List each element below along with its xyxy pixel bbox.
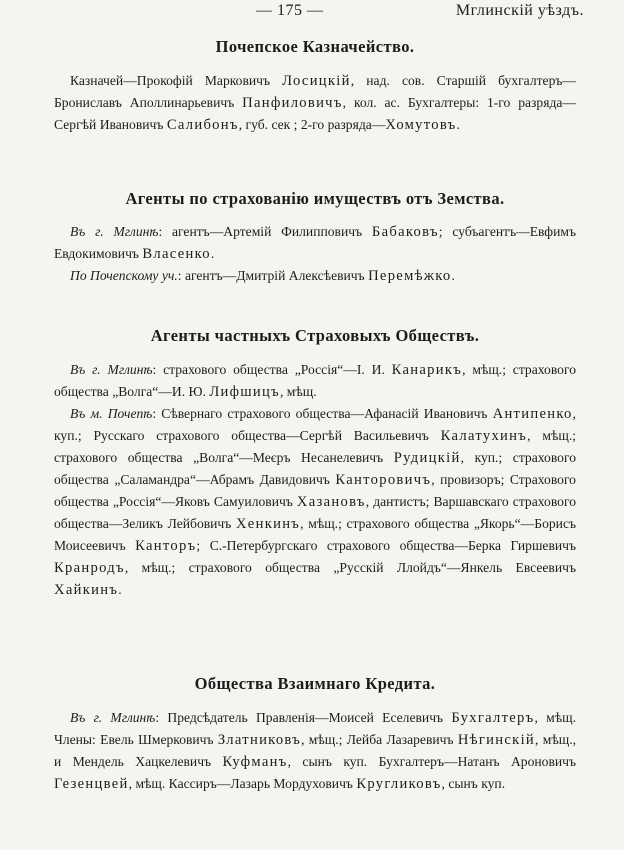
text-run: , провизоръ; Страхового общества „Россія“—Яковъ Самуиловичъ (54, 472, 576, 509)
surname: Лосицкій (282, 73, 351, 89)
surname: Кругликовъ (356, 776, 442, 792)
text-run: , мѣщ. Члены: Евель Шмерковичъ (54, 710, 576, 747)
surname: Златниковъ (217, 732, 302, 748)
paragraph (54, 265, 576, 287)
section-private-insurance (54, 325, 576, 601)
text-run: , губ. сек ; 2-го разряда— (238, 117, 386, 132)
text-run: Казначей—Прокофій Марковичъ (70, 73, 283, 88)
place-label: По Почепскому уч. (70, 268, 178, 283)
surname: Власенко (142, 246, 211, 262)
section-zemstvo-agents (54, 188, 576, 287)
text-run: : агентъ—Дмитрій Алексѣевичъ (177, 268, 369, 283)
section-title: Агенты по страхованію имуществъ отъ Земства. (125, 189, 505, 208)
text-run: , мѣщ.; страхового общества „Волга“—И. Ю. (54, 362, 576, 399)
section-treasury (54, 36, 576, 136)
text-run: , мѣщ. Кассиръ—Лазарь Мордуховичъ (128, 776, 357, 791)
section-title: Общества Взаимнаго Кредита. (194, 674, 436, 693)
place-label: Въ г. Мглинѣ (70, 710, 156, 725)
place-label: Въ г. Мглинѣ (70, 224, 159, 239)
text-run: : агентъ—Артемій Филипповичъ (158, 224, 372, 239)
surname: Кранродъ (54, 560, 125, 576)
running-head: Мглинскій уѣздъ. (455, 2, 584, 19)
surname: Куфманъ (222, 754, 288, 770)
text-run: , мѣщ.; страхового общества „Русскій Ллойдъ“—Янкель Евсеевичъ (124, 560, 576, 575)
text-run: . (210, 246, 215, 261)
text-run: , куп.; Русскаго страхового общества—Сергѣй Васильевичъ (54, 406, 576, 443)
place-label: Въ г. Мглинѣ (70, 362, 153, 377)
surname: Лифшицъ (209, 384, 280, 400)
text-run: : Сѣвернаго страхового общества—Афанасій Ивановичъ (152, 406, 493, 421)
surname: Хенкинъ (235, 516, 301, 532)
surname: Калатухинъ (440, 428, 528, 444)
text-run: . (456, 117, 460, 132)
text-run: , куп.; страхового общества „Саламандра“—Абрамъ Давидовичъ (54, 450, 576, 487)
text-run: , кол. ас. Бухгалтеры: 1-го разряда—Сергѣй Ивановичъ (54, 95, 577, 132)
text-run: , над. сов. Старшій бухгалтеръ—Брониславъ Аполлинарьевичъ (54, 73, 576, 110)
surname: Канторовичъ (335, 472, 432, 488)
text-run: , дантистъ; Варшавскаго страхового общества—Зеликъ Лейбовичъ (54, 494, 576, 531)
text-run: : страхового общества „Россія“—І. И. (152, 362, 392, 377)
surname: Нѣгинскій (457, 732, 536, 748)
surname: Бабаковъ (371, 224, 439, 240)
text-run: , мѣщ.; страхового общества „Волга“—Меєръ Несанелевичъ (54, 428, 576, 465)
surname: Хомутовъ (385, 117, 457, 133)
section-title: Почепское Казначейство. (215, 37, 415, 56)
text-run: ; С.-Петербургскаго страхового общества—Берка Гиршевичъ (196, 538, 576, 553)
surname: Панфиловичъ (242, 95, 343, 111)
surname: Канторъ (135, 538, 197, 554)
surname: Хайкинъ (54, 582, 119, 598)
text-run: ; субъагентъ—Евфимъ Евдокимовичъ (54, 224, 576, 261)
surname: Бухгалтеръ (451, 710, 535, 726)
page-number: — 175 — (256, 2, 324, 19)
section-mutual-credit (54, 673, 576, 795)
text-run: . (118, 582, 122, 597)
text-run: , мѣщ.; Лейба Лазаревичъ (301, 732, 458, 747)
surname: Хазановъ (296, 494, 366, 510)
text-run: , сынъ куп. (441, 776, 506, 791)
paragraph (54, 359, 576, 403)
paragraph (54, 70, 576, 136)
surname: Рудицкій (393, 450, 461, 466)
surname: Салибонъ (166, 117, 239, 133)
text-run: : Предсѣдатель Правленія—Моисей Еселевичъ (155, 710, 452, 725)
section-title: Агенты частныхъ Страховыхъ Обществъ. (150, 326, 480, 345)
paragraph (54, 707, 576, 795)
text-run: . (451, 268, 455, 283)
paragraph (54, 221, 576, 265)
page-header (0, 2, 624, 26)
place-label: Въ м. Почепѣ (70, 406, 153, 421)
paragraph (54, 403, 576, 601)
surname: Антипенко (492, 406, 573, 422)
surname: Канарикъ (391, 362, 463, 378)
surname: Гезенцвей (54, 776, 129, 792)
text-run: , сынъ куп. Бухгалтеръ—Натанъ Ароновичъ (287, 754, 577, 769)
text-run: , мѣщ., и Мендель Хацкелевичъ (54, 732, 576, 769)
surname: Перемѣжко (368, 268, 452, 284)
text-run: , мѣщ.; страхового общества „Якорь“—Борисъ Моисеевичъ (54, 516, 577, 553)
text-run: , мѣщ. (280, 384, 317, 399)
